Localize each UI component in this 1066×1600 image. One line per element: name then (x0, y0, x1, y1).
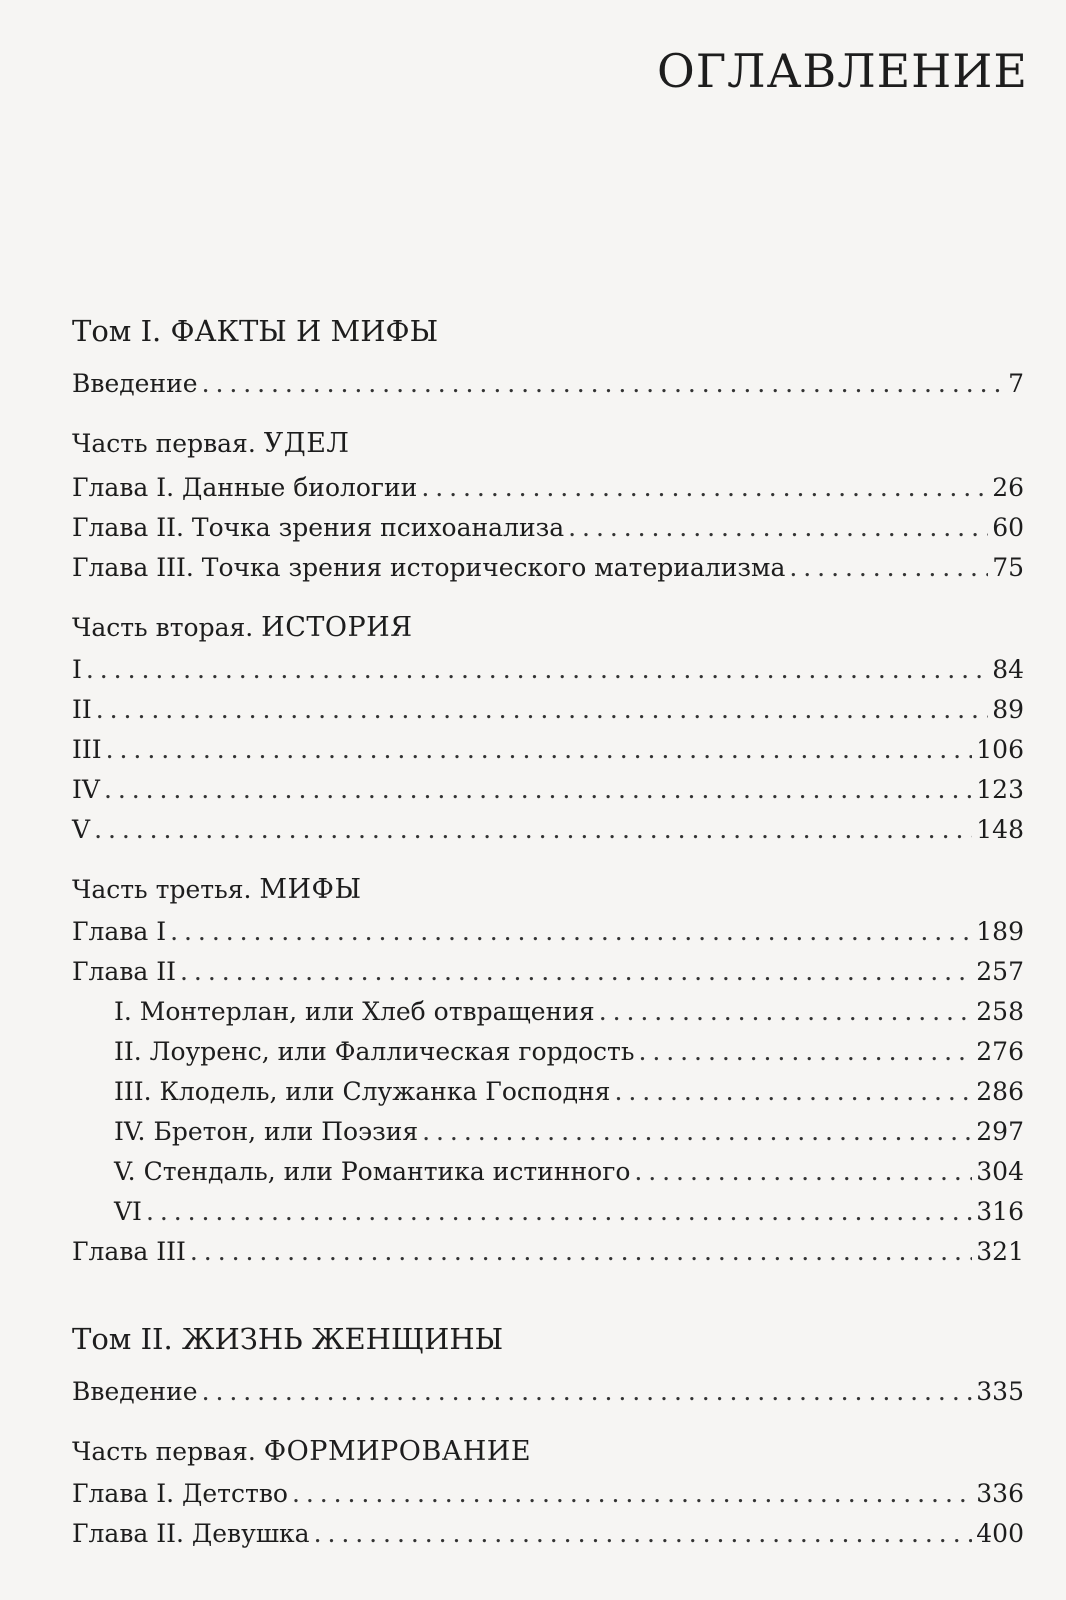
toc-entry[interactable] (72, 812, 1024, 848)
entry-page: 7 (1008, 369, 1024, 398)
dot-leader (421, 470, 988, 506)
entry-page: 257 (976, 957, 1024, 986)
toc-entry[interactable] (72, 1516, 1024, 1552)
entry-page: 316 (976, 1197, 1024, 1226)
toc-entry[interactable] (114, 1074, 1024, 1110)
entry-page: 60 (992, 513, 1024, 542)
dot-leader (190, 1234, 972, 1270)
dot-leader (202, 366, 1005, 402)
toc-entry[interactable] (72, 732, 1024, 768)
entry-page: 297 (976, 1117, 1024, 1146)
dot-leader (634, 1154, 972, 1190)
entry-label: V (72, 815, 91, 844)
entry-page: 336 (976, 1479, 1024, 1508)
entry-page: 84 (992, 655, 1024, 684)
toc-entry[interactable] (114, 1034, 1024, 1070)
entry-label: II. Лоуренс, или Фаллическая гордость (114, 1037, 635, 1066)
dot-leader (86, 652, 988, 688)
part-heading-3 (72, 874, 362, 905)
entry-page: 286 (976, 1077, 1024, 1106)
dot-leader (789, 550, 988, 586)
toc-entry[interactable] (72, 652, 1024, 688)
toc-heading: ОГЛАВЛЕНИЕ (657, 44, 1028, 98)
entry-label: Введение (72, 369, 198, 398)
entry-label: VI (114, 1197, 142, 1226)
toc-entry-introduction-2[interactable] (72, 1374, 1024, 1410)
entry-label: Глава I (72, 917, 167, 946)
entry-page: 335 (976, 1377, 1024, 1406)
entry-page: 123 (976, 775, 1024, 804)
entry-label: Глава II. Точка зрения психоанализа (72, 513, 565, 542)
dot-leader (314, 1516, 973, 1552)
entry-page: 189 (976, 917, 1024, 946)
entry-label: Глава III (72, 1237, 186, 1266)
entry-label: IV (72, 775, 100, 804)
toc-entry[interactable] (114, 1154, 1024, 1190)
toc-entry[interactable] (72, 692, 1024, 728)
toc-entry[interactable] (72, 954, 1024, 990)
entry-label: Глава I. Данные биологии (72, 473, 418, 502)
dot-leader (292, 1476, 972, 1512)
dot-leader (104, 772, 972, 808)
entry-page: 400 (976, 1519, 1024, 1548)
entry-label: IV. Бретон, или Поэзия (114, 1117, 419, 1146)
entry-page: 148 (976, 815, 1024, 844)
part-prefix: Часть третья. (72, 875, 260, 904)
entry-label: Глава II. Девушка (72, 1519, 310, 1548)
toc-entry[interactable] (114, 1114, 1024, 1150)
dot-leader (422, 1114, 972, 1150)
toc-entry[interactable] (72, 1476, 1024, 1512)
entry-page: 321 (976, 1237, 1024, 1266)
part-name: ФОРМИРОВАНИЕ (263, 1436, 532, 1467)
dot-leader (599, 994, 973, 1030)
entry-page: 26 (992, 473, 1024, 502)
dot-leader (106, 732, 973, 768)
toc-entry[interactable] (72, 510, 1024, 546)
dot-leader (180, 954, 972, 990)
entry-page: 106 (976, 735, 1024, 764)
toc-entry[interactable] (72, 550, 1024, 586)
part-heading-2 (72, 612, 413, 643)
toc-entry[interactable] (114, 994, 1024, 1030)
part-prefix: Часть вторая. (72, 613, 262, 642)
entry-page: 258 (976, 997, 1024, 1026)
toc-entry[interactable] (72, 470, 1024, 506)
toc-entry[interactable] (72, 914, 1024, 950)
dot-leader (568, 510, 988, 546)
dot-leader (94, 812, 972, 848)
toc-entry-introduction-1[interactable] (72, 366, 1024, 402)
entry-label: Глава III. Точка зрения исторического материализма (72, 553, 786, 582)
entry-label: II (72, 695, 92, 724)
entry-label: III (72, 735, 102, 764)
toc-entry[interactable] (72, 772, 1024, 808)
part-name: ИСТОРИЯ (261, 612, 413, 643)
entry-label: V. Стендаль, или Романтика истинного (114, 1157, 631, 1186)
entry-label: Глава I. Детство (72, 1479, 288, 1508)
entry-label: Введение (72, 1377, 198, 1406)
entry-label: III. Клодель, или Служанка Господня (114, 1077, 611, 1106)
entry-label: Глава II (72, 957, 177, 986)
dot-leader (638, 1034, 972, 1070)
volume-1-title: Том I. ФАКТЫ И МИФЫ (72, 314, 439, 348)
dot-leader (202, 1374, 973, 1410)
part-heading-4 (72, 1436, 531, 1467)
toc-entry[interactable] (114, 1194, 1024, 1230)
entry-page: 89 (992, 695, 1024, 724)
volume-2-title: Том II. ЖИЗНЬ ЖЕНЩИНЫ (72, 1322, 504, 1356)
dot-leader (614, 1074, 972, 1110)
part-prefix: Часть первая. (72, 1437, 264, 1466)
entry-page: 304 (976, 1157, 1024, 1186)
entry-page: 75 (992, 553, 1024, 582)
dot-leader (170, 914, 972, 950)
toc-entry[interactable] (72, 1234, 1024, 1270)
dot-leader (146, 1194, 972, 1230)
dot-leader (96, 692, 988, 728)
part-heading-1 (72, 428, 349, 459)
part-name: УДЕЛ (263, 428, 350, 459)
part-name: МИФЫ (259, 874, 362, 905)
entry-label: I. Монтерлан, или Хлеб отвращения (114, 997, 595, 1026)
entry-label: I (72, 655, 82, 684)
part-prefix: Часть первая. (72, 429, 264, 458)
entry-page: 276 (976, 1037, 1024, 1066)
